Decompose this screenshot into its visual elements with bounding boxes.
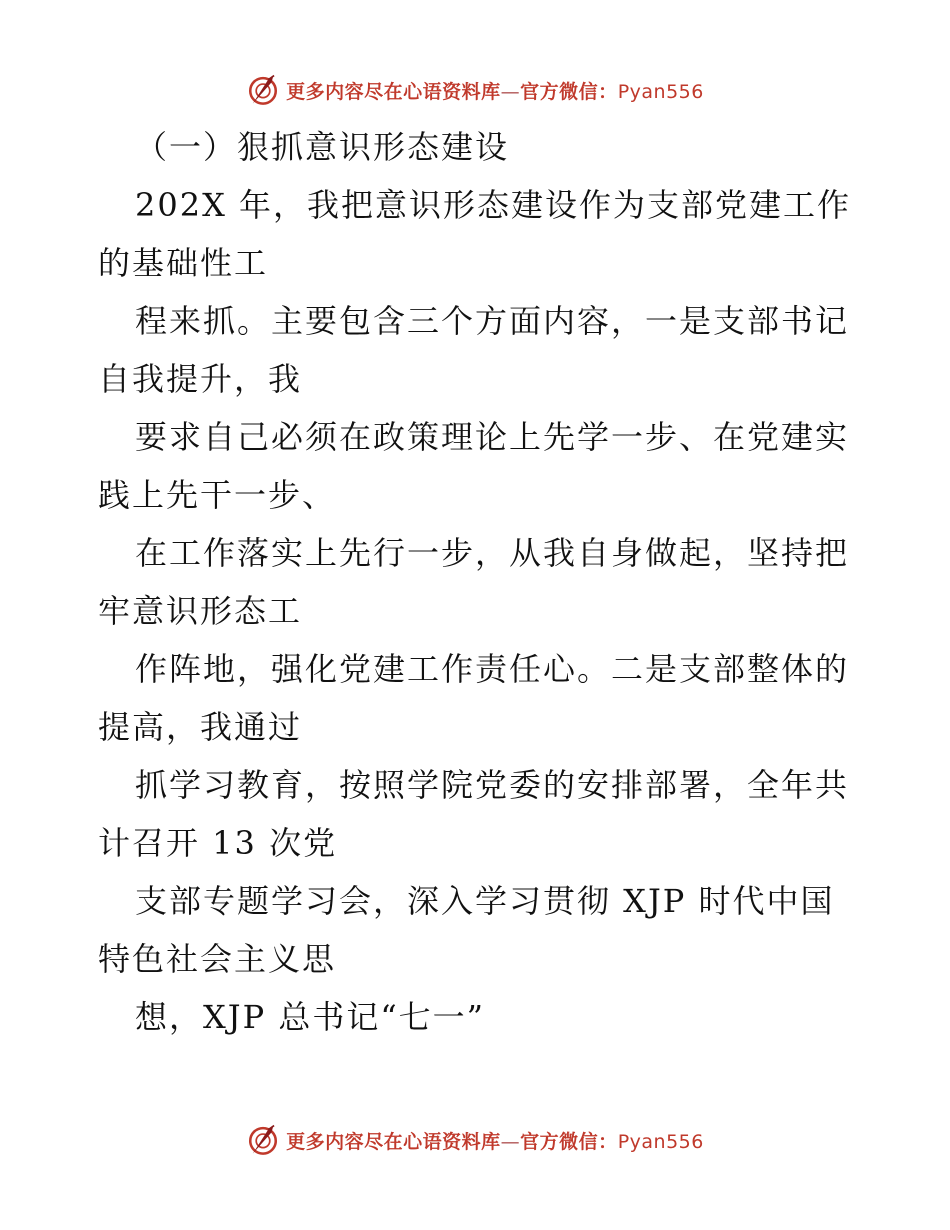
paragraph-line: 抓学习教育，按照学院党委的安排部署，全年共: [135, 766, 850, 804]
document-body: [98, 118, 858, 1046]
paragraph-line: 提高，我通过: [98, 708, 303, 746]
paragraph-line: 的基础性工: [98, 244, 269, 282]
footer-watermark: [0, 1120, 950, 1160]
header-watermark: [0, 70, 950, 110]
watermark-text: 更多内容尽在心语资料库—官方微信：Pyan556: [286, 80, 704, 103]
quill-pen-logo-icon: [246, 73, 280, 107]
paragraph-line: 202X 年，我把意识形态建设作为支部党建工作: [135, 186, 852, 224]
paragraph-line: 计召开 13 次党: [98, 824, 338, 862]
paragraph-line: 要求自己必须在政策理论上先学一步、在党建实: [135, 418, 850, 456]
paragraph-line: 在工作落实上先行一步，从我自身做起，坚持把: [135, 534, 850, 572]
paragraph-line: 特色社会主义思: [98, 940, 337, 978]
paragraph-line: 践上先干一步、: [98, 476, 337, 514]
watermark-text: 更多内容尽在心语资料库—官方微信：Pyan556: [286, 1130, 704, 1153]
paragraph-line: 自我提升，我: [98, 360, 303, 398]
paragraph-line: 支部专题学习会，深入学习贯彻 XJP 时代中国: [135, 882, 835, 920]
paragraph-line: 想，XJP 总书记“七一”: [135, 998, 486, 1036]
paragraph-line: 作阵地，强化党建工作责任心。二是支部整体的: [135, 650, 850, 688]
paragraph-line: 牢意识形态工: [98, 592, 303, 630]
paragraph-line: 程来抓。主要包含三个方面内容，一是支部书记: [135, 302, 850, 340]
section-heading: （一）狠抓意识形态建设: [135, 128, 510, 166]
quill-pen-logo-icon: [246, 1123, 280, 1157]
